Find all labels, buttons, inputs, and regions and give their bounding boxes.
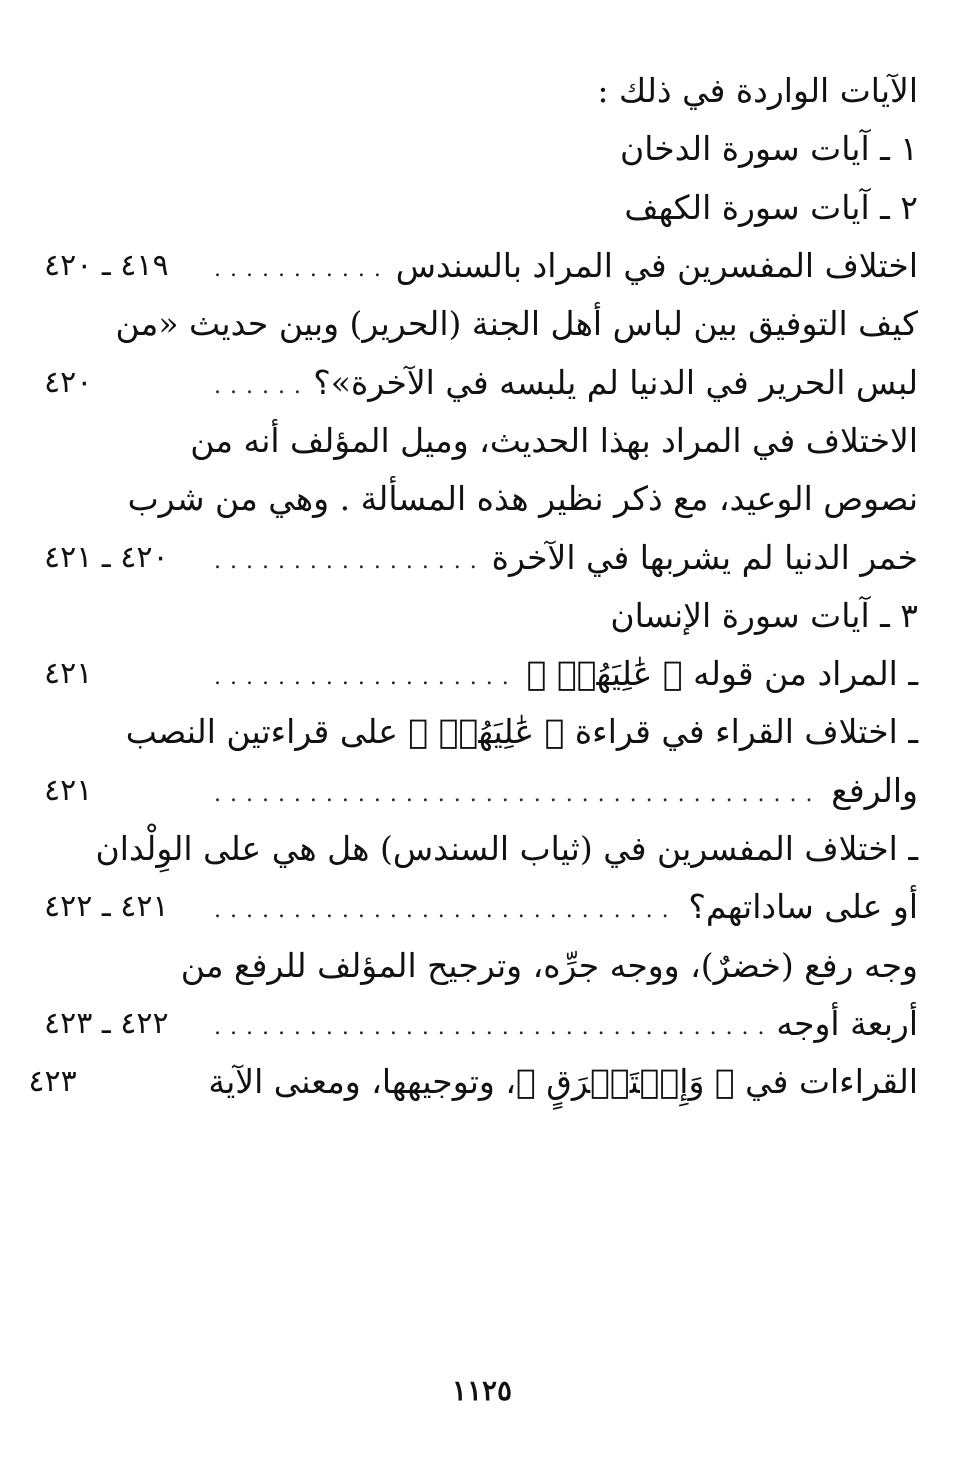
toc-line-text: الاختلاف في المراد بهذا الحديث، وميل المؤلف أنه من bbox=[190, 420, 918, 460]
toc-entry bbox=[44, 645, 918, 703]
toc-page-range: ٤١٩ ـ ٤٢٠ bbox=[44, 248, 169, 284]
toc-entry-title: أو على ساداتهم؟ bbox=[688, 887, 918, 927]
toc-line bbox=[44, 936, 918, 994]
toc-line bbox=[44, 179, 918, 237]
toc-entry-title: خمر الدنيا لم يشربها في الآخرة bbox=[491, 537, 918, 577]
toc-entry bbox=[44, 237, 918, 295]
toc-entry bbox=[44, 995, 918, 1053]
toc-line bbox=[44, 470, 918, 528]
toc-entry bbox=[44, 878, 918, 936]
toc-line-text: كيف التوفيق بين لباس أهل الجنة (الحرير) وبين حديث «من bbox=[115, 304, 918, 344]
toc-line bbox=[44, 703, 918, 761]
toc-entry bbox=[28, 1053, 918, 1111]
toc-line-text: نصوص الوعيد، مع ذكر نظير هذه المسألة . وهي من شرب bbox=[127, 479, 918, 519]
toc-line bbox=[44, 412, 918, 470]
toc-line bbox=[44, 587, 918, 645]
toc-line-text: ٢ ـ آيات سورة الكهف bbox=[624, 187, 918, 227]
toc-entry-title: والرفع bbox=[831, 770, 918, 810]
toc-page-range: ٤٢٠ ـ ٤٢١ bbox=[44, 539, 169, 575]
toc-page-range: ٤٢٢ ـ ٤٢٣ bbox=[44, 1005, 169, 1041]
dot-leader bbox=[214, 995, 766, 1053]
toc-line bbox=[44, 820, 918, 878]
toc-line bbox=[44, 62, 918, 120]
dot-leader bbox=[214, 529, 482, 587]
toc-entry bbox=[44, 353, 918, 411]
toc-entry bbox=[44, 762, 918, 820]
toc-line bbox=[44, 120, 918, 178]
toc-entry-title: القراءات في ﴿ وَإِسۡتَبۡرَقٍ ﴾، وتوجيهها، ومعنى الآية bbox=[208, 1062, 918, 1102]
toc-line-text: ـ اختلاف القراء في قراءة ﴿ عَٰلِيَهُمۡ ﴾ على قراءتين النصب bbox=[125, 712, 918, 752]
toc-page-range: ٤٢٣ bbox=[28, 1064, 77, 1100]
toc-entry-title: ـ المراد من قوله ﴿ عَٰلِيَهُمۡ ﴾ bbox=[526, 654, 918, 694]
toc-line-text: ١ ـ آيات سورة الدخان bbox=[620, 129, 918, 169]
toc-line-text: ـ اختلاف المفسرين في (ثياب السندس) هل هي على الوِلْدان bbox=[95, 829, 918, 868]
dot-leader bbox=[214, 354, 303, 412]
dot-leader bbox=[214, 645, 517, 703]
toc-line-text: وجه رفع (خضرٌ)، ووجه جرِّه، وترجيح المؤلف للرفع من bbox=[180, 945, 918, 985]
toc-entry-title: اختلاف المفسرين في المراد بالسندس bbox=[395, 246, 918, 286]
dot-leader bbox=[214, 237, 386, 295]
page-number: ١١٢٥ bbox=[451, 1374, 513, 1407]
toc-line bbox=[44, 295, 918, 353]
toc-line-text: الآيات الواردة في ذلك : bbox=[597, 71, 918, 111]
toc-page-range: ٤٢٠ bbox=[44, 364, 93, 400]
dot-leader bbox=[214, 878, 678, 936]
toc-page-range: ٤٢١ bbox=[44, 772, 93, 808]
toc-line-text: ٣ ـ آيات سورة الإنسان bbox=[610, 595, 918, 635]
dot-leader bbox=[214, 762, 821, 820]
toc-page-range: ٤٢١ bbox=[44, 656, 93, 692]
toc-entry-title: لبس الحرير في الدنيا لم يلبسه في الآخرة»؟ bbox=[313, 362, 918, 402]
toc-page-range: ٤٢١ ـ ٤٢٢ bbox=[44, 889, 169, 925]
toc-entry bbox=[44, 528, 918, 586]
table-of-contents bbox=[28, 62, 918, 1111]
toc-entry-title: أربعة أوجه bbox=[776, 1003, 918, 1043]
